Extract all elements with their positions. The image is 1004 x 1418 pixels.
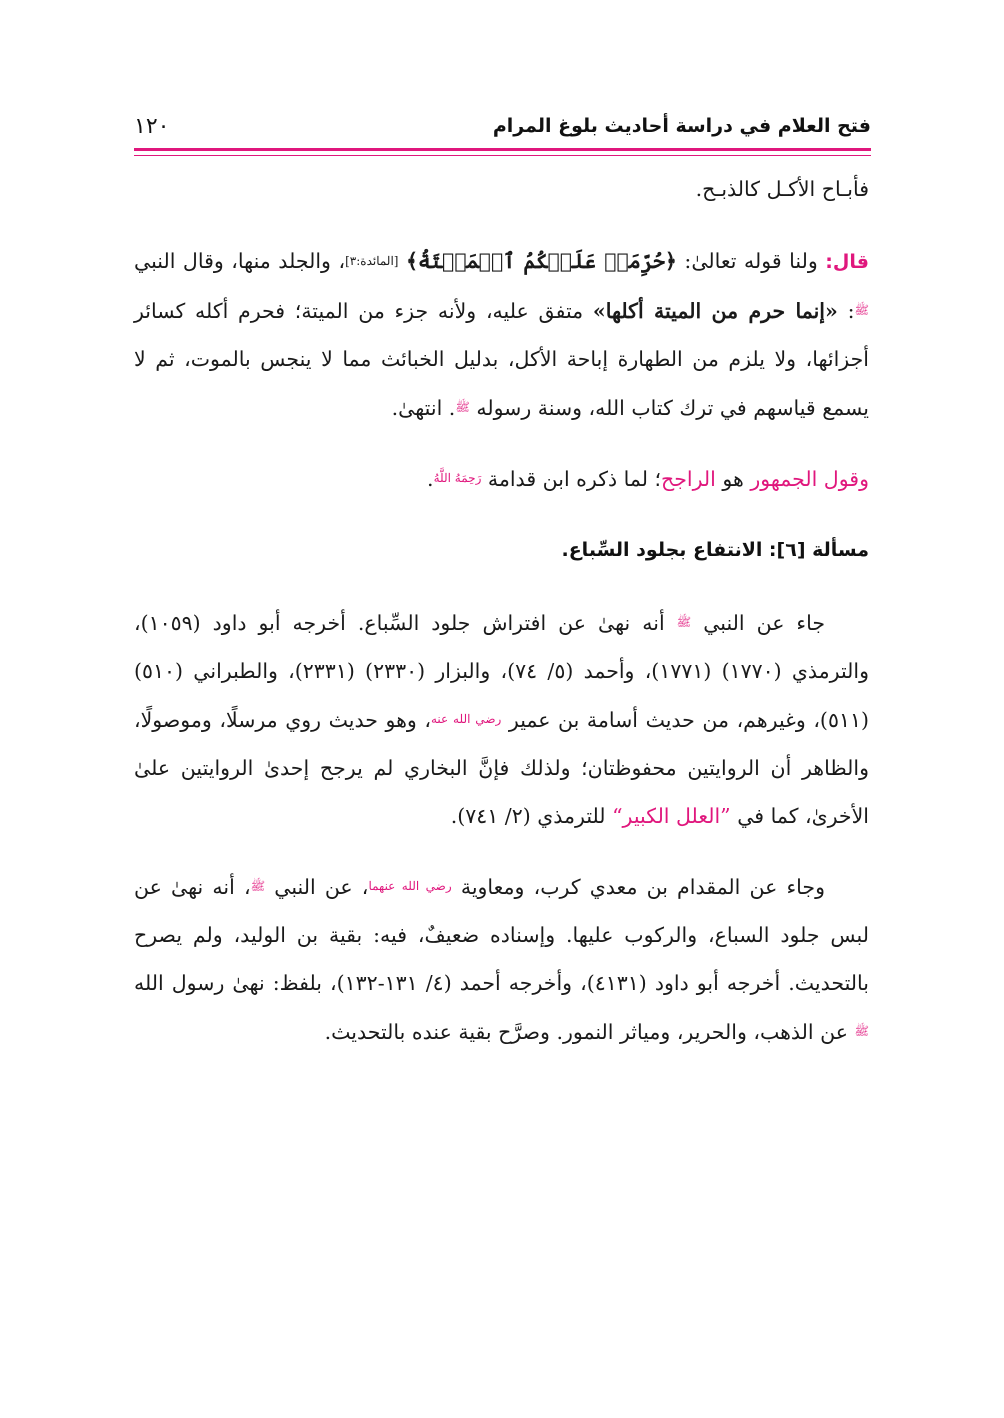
paragraph-1: فأبـاح الأكـل كالذبـح.: [695, 177, 869, 201]
paragraph-6: [134, 862, 869, 1056]
text: . انتهىٰ.: [391, 396, 456, 420]
masala-title: الانتفاع بجلود السِّباع.: [561, 539, 763, 561]
text: .: [427, 467, 434, 491]
highlight-rajih: الراجح: [661, 467, 716, 491]
running-header: [134, 108, 871, 144]
header-rule-thin: [134, 155, 871, 156]
text: جاء عن النبي: [703, 611, 825, 635]
hadith-quote: «إنما حرم من الميتة أكلها»: [592, 299, 838, 323]
qala-label: قال:: [825, 251, 869, 273]
salutation-glyph: ﷺ: [676, 615, 692, 629]
salutation-glyph: ﷺ: [854, 1024, 869, 1038]
text: ، وهو حديث روي مرسلًا، وموصولًا، والظاهر أن الروايتين محفوظتان؛ ولذلك فإنَّ البخاري لم يرجح إحدىٰ الروايتين علىٰ الأخرىٰ، كما في: [134, 708, 869, 828]
text: :: [847, 299, 855, 323]
page-number: ١٢٠: [134, 113, 170, 139]
text: ، عن النبي: [274, 875, 369, 899]
book-title: فتح العلام في دراسة أحاديث بلوغ المرام: [492, 115, 871, 137]
text: أنه نهىٰ عن افتراش جلود السِّباع. أخرجه أبو داود (١٠٥٩)، والترمذي (١٧٧٠) (١٧٧١)، وأحمد (٥/ ٧٤)، والبزار (٢٣٣٠) (٢٣٣١)، والطبراني (٥١٠) (٥١١)، وغيرهم، من حديث أسامة بن عمير: [134, 611, 869, 732]
paragraph-5: [134, 598, 869, 840]
masala-label: مسألة [٦]:: [768, 539, 869, 561]
text: ؛ لما ذكره ابن قدامة: [487, 467, 661, 491]
text: ولنا قوله تعالىٰ:: [684, 249, 818, 273]
quran-verse: ﴿حُرِّمَتۡ عَلَيۡكُمُ ٱلۡمَيۡتَةُ﴾: [406, 249, 677, 273]
text: للترمذي (٢/ ٧٤١).: [450, 804, 606, 828]
salutation-glyph: ﷺ: [250, 879, 266, 893]
radiallahu-glyph: رضي الله عنهما: [368, 879, 452, 893]
rahimahullah-glyph: رَحِمَهُ اللَّهُ: [433, 471, 482, 485]
salutation-glyph: ﷺ: [854, 303, 869, 317]
verse-reference: [المائدة:٣]: [345, 254, 399, 268]
salutation-glyph: ﷺ: [455, 400, 470, 414]
paragraph-2: [134, 237, 869, 432]
radiallahu-glyph: رضي الله عنه: [430, 712, 502, 726]
paragraph-3: [134, 454, 869, 503]
page-body: [134, 165, 869, 1338]
header-rule-thick: [134, 148, 871, 151]
book-reference: ”العلل الكبير“: [612, 804, 731, 828]
text: وجاء عن المقدام بن معدي كرب، ومعاوية: [460, 875, 825, 899]
masala-heading: [134, 525, 869, 574]
text: متفق عليه، ولأنه جزء من الميتة؛ فحرم أكله كسائر أجزائها، ولا يلزم من الطهارة إباحة الأكل، بدليل الخبائث مما لا ينجس بالموت، ثم لا يسمع قياسهم في ترك كتاب الله، وسنة رسوله: [134, 299, 869, 420]
text: ، والجلد منها، وقال النبي: [134, 249, 346, 273]
text: هو: [722, 467, 744, 491]
text: ، أنه نهىٰ عن لبس جلود السباع، والركوب عليها. وإسناده ضعيفٌ، فيه: بقية بن الوليد، ولم يصرح بالتحديث. أخرجه أبو داود (٤١٣١)، وأخرجه أحمد (٤/ ١٣١-١٣٢)، بلفظ: نهىٰ رسول الله: [134, 875, 869, 995]
highlight-jumhur: وقول الجمهور: [750, 467, 869, 491]
text: عن الذهب، والحرير، ومياثر النمور. وصرَّح بقية عنده بالتحديث.: [324, 1020, 848, 1044]
